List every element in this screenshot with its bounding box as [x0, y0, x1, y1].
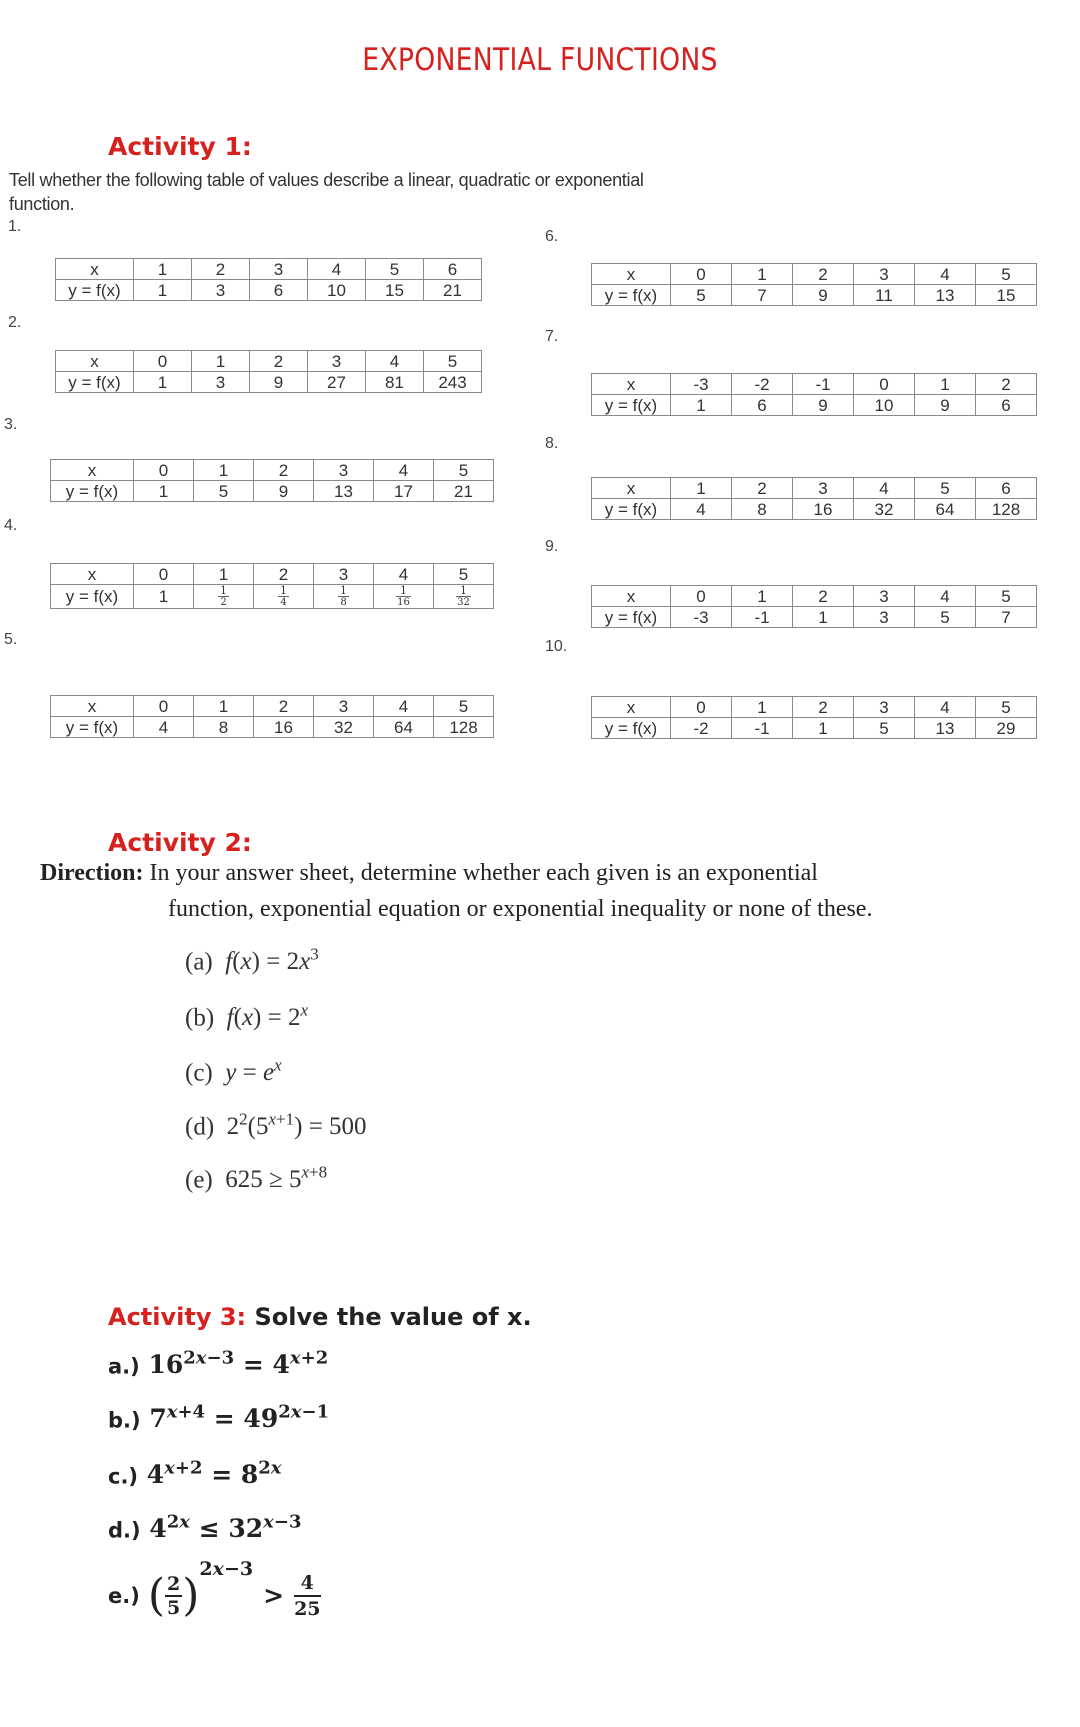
table-number-1: 1. — [8, 218, 22, 235]
table-row-x — [592, 697, 1037, 718]
table-row-x — [592, 264, 1037, 285]
table-cell: 5 — [976, 697, 1037, 718]
row-label: x — [592, 586, 671, 607]
table-cell: 2 — [254, 460, 314, 481]
item-expr: $7^{x+4} = 49^{2x-1}$ — [149, 1402, 330, 1434]
table-cell: 13 — [314, 481, 374, 502]
table-cell — [254, 585, 314, 609]
table-cell: 1 — [793, 718, 854, 739]
table-cell: 6 — [250, 280, 308, 301]
table-cell: 1 — [192, 351, 250, 372]
table-cell: 4 — [374, 460, 434, 481]
table-row-x — [592, 586, 1037, 607]
table-cell: 2 — [254, 564, 314, 585]
table-cell: 4 — [308, 259, 366, 280]
activity2-item-e — [185, 1163, 327, 1194]
direction-line2: function, exponential equation or exponential inequality or none of these. — [168, 896, 873, 922]
table-cell: -1 — [732, 607, 793, 628]
value-table-2 — [55, 350, 482, 393]
table-cell: 2 — [976, 374, 1037, 395]
table-cell: 6 — [424, 259, 482, 280]
table-cell: 1 — [732, 697, 793, 718]
table-cell: 128 — [434, 717, 494, 738]
table-cell: 5 — [434, 696, 494, 717]
table-row-x — [51, 564, 494, 585]
table-cell: 4 — [366, 351, 424, 372]
table-cell: 5 — [976, 264, 1037, 285]
activity3-item-d — [108, 1512, 302, 1543]
row-label: y = f(x) — [592, 285, 671, 306]
row-label: x — [592, 478, 671, 499]
table-row-y — [56, 280, 482, 301]
table-cell: 2 — [250, 351, 308, 372]
table-cell: 5 — [915, 478, 976, 499]
row-label: y = f(x) — [56, 280, 134, 301]
table-cell: 4 — [854, 478, 915, 499]
table-row-y — [592, 499, 1037, 520]
item-expr-a: $f(x) = 2x^3$ — [225, 945, 319, 976]
table-cell: 8 — [194, 717, 254, 738]
table-cell: -3 — [671, 374, 732, 395]
value-table-5 — [50, 695, 494, 738]
activity3-subheading: Solve the value of x. — [254, 1303, 532, 1331]
table-cell: -1 — [793, 374, 854, 395]
page-title: EXPONENTIAL FUNCTIONS — [362, 42, 718, 78]
table-cell: -2 — [671, 718, 732, 739]
value-table-1 — [55, 258, 482, 301]
table-cell: 6 — [732, 395, 793, 416]
table-cell: 1 — [134, 259, 192, 280]
table-cell: 1 — [671, 395, 732, 416]
table-cell: -1 — [732, 718, 793, 739]
table-row-x — [51, 460, 494, 481]
table-cell: 1 — [732, 586, 793, 607]
table-row-y — [51, 481, 494, 502]
table-cell: 2 — [793, 264, 854, 285]
row-label: x — [51, 564, 134, 585]
table-cell — [194, 585, 254, 609]
fraction: $\frac{1}{32}$ — [457, 584, 470, 608]
table-row-x — [592, 374, 1037, 395]
table-cell: 9 — [915, 395, 976, 416]
table-cell: 15 — [976, 285, 1037, 306]
activity1-heading: Activity 1: — [108, 132, 252, 161]
table-row-y — [592, 395, 1037, 416]
table-cell: -2 — [732, 374, 793, 395]
item-label: e.) — [108, 1583, 140, 1608]
table-cell: 21 — [434, 481, 494, 502]
table-cell: 3 — [314, 564, 374, 585]
value-table-3 — [50, 459, 494, 502]
table-row-x — [592, 478, 1037, 499]
activity2-item-a — [185, 945, 319, 976]
value-table-10 — [591, 696, 1037, 739]
table-cell: 1 — [732, 264, 793, 285]
table-cell: 3 — [854, 697, 915, 718]
item-label: c.) — [108, 1464, 139, 1489]
table-cell: 3 — [793, 478, 854, 499]
table-cell: 0 — [671, 586, 732, 607]
table-cell: 1 — [134, 481, 194, 502]
row-label: x — [592, 697, 671, 718]
table-cell: 5 — [366, 259, 424, 280]
fraction: $\frac{1}{16}$ — [397, 584, 410, 608]
table-cell: 3 — [854, 586, 915, 607]
row-label: y = f(x) — [51, 481, 134, 502]
activity2-item-d — [185, 1110, 367, 1141]
table-cell: 243 — [424, 372, 482, 393]
table-number-6: 6. — [545, 228, 559, 245]
table-cell: 0 — [134, 351, 192, 372]
table-cell: 9 — [250, 372, 308, 393]
table-cell: 128 — [976, 499, 1037, 520]
row-label: y = f(x) — [56, 372, 134, 393]
row-label: x — [51, 460, 134, 481]
table-cell: 4 — [134, 717, 194, 738]
item-label: (e) — [185, 1166, 213, 1194]
item-label: b.) — [108, 1408, 141, 1433]
table-cell: 7 — [732, 285, 793, 306]
value-table-6 — [591, 263, 1037, 306]
table-cell: 64 — [915, 499, 976, 520]
value-table-9 — [591, 585, 1037, 628]
table-cell — [434, 585, 494, 609]
table-cell: 11 — [854, 285, 915, 306]
table-number-4: 4. — [4, 517, 18, 534]
activity3-heading: Activity 3: — [108, 1303, 247, 1331]
table-cell: 6 — [976, 395, 1037, 416]
table-cell — [314, 585, 374, 609]
table-row-y — [592, 718, 1037, 739]
row-label: y = f(x) — [592, 395, 671, 416]
table-cell: 1 — [915, 374, 976, 395]
activity2-item-c — [185, 1056, 282, 1087]
activity3-item-b — [108, 1402, 329, 1433]
table-cell: 9 — [793, 285, 854, 306]
value-table-4 — [50, 563, 494, 609]
table-cell: 13 — [915, 285, 976, 306]
table-cell: 3 — [192, 372, 250, 393]
activity2-direction — [40, 855, 1040, 927]
row-label: y = f(x) — [51, 585, 134, 609]
table-cell: 4 — [915, 586, 976, 607]
table-cell: 3 — [308, 351, 366, 372]
table-cell: 5 — [434, 564, 494, 585]
value-table-7 — [591, 373, 1037, 416]
table-cell: 8 — [732, 499, 793, 520]
table-number-7: 7. — [545, 328, 559, 345]
table-cell: 7 — [976, 607, 1037, 628]
item-label: d.) — [108, 1518, 141, 1543]
table-cell: 2 — [192, 259, 250, 280]
activity3-item-c — [108, 1458, 282, 1489]
table-cell: 9 — [254, 481, 314, 502]
item-expr: $16^{2x-3} = 4^{x+2}$ — [148, 1348, 329, 1380]
table-cell: 64 — [374, 717, 434, 738]
table-cell: 4 — [374, 696, 434, 717]
table-cell: 27 — [308, 372, 366, 393]
table-cell: 3 — [314, 460, 374, 481]
item-label: (b) — [185, 1004, 215, 1032]
item-expr-d: $2^2(5^{x+1}) = 500$ — [226, 1110, 367, 1141]
table-cell: 15 — [366, 280, 424, 301]
table-cell: 5 — [194, 481, 254, 502]
value-table-8 — [591, 477, 1037, 520]
item-label: (a) — [185, 948, 213, 976]
table-cell: 3 — [854, 607, 915, 628]
table-cell: 32 — [314, 717, 374, 738]
table-cell: 16 — [793, 499, 854, 520]
table-cell: 1 — [134, 585, 194, 609]
activity2-heading: Activity 2: — [108, 828, 252, 857]
table-number-8: 8. — [545, 435, 559, 452]
row-label: x — [56, 351, 134, 372]
item-expr-c: $y = e^x$ — [225, 1056, 282, 1087]
table-cell: 2 — [732, 478, 793, 499]
table-cell: 0 — [134, 564, 194, 585]
row-label: y = f(x) — [592, 499, 671, 520]
item-label: a.) — [108, 1354, 140, 1379]
table-cell: 0 — [854, 374, 915, 395]
table-cell: 5 — [854, 718, 915, 739]
table-cell: 5 — [976, 586, 1037, 607]
item-label: (c) — [185, 1059, 213, 1087]
fraction: $\frac{1}{2}$ — [220, 584, 227, 608]
table-cell: 1 — [671, 478, 732, 499]
table-row-x — [56, 351, 482, 372]
table-cell: 3 — [314, 696, 374, 717]
table-cell: 16 — [254, 717, 314, 738]
table-row-y — [592, 285, 1037, 306]
table-cell: 4 — [915, 264, 976, 285]
table-cell: 1 — [194, 564, 254, 585]
table-cell: 29 — [976, 718, 1037, 739]
table-cell: 13 — [915, 718, 976, 739]
item-expr-e: $625 \ge 5^{x+8}$ — [225, 1163, 328, 1194]
table-cell: 5 — [434, 460, 494, 481]
table-number-2: 2. — [8, 314, 22, 331]
table-cell: 9 — [793, 395, 854, 416]
table-row-x — [51, 696, 494, 717]
table-cell: 0 — [134, 696, 194, 717]
row-label: x — [592, 264, 671, 285]
table-cell: 3 — [854, 264, 915, 285]
row-label: x — [592, 374, 671, 395]
item-expr: ( 2 5 ) 2x−3 > 4 25 — [147, 1558, 321, 1621]
table-cell: 4 — [374, 564, 434, 585]
activity3-item-e — [108, 1558, 321, 1621]
table-cell: 81 — [366, 372, 424, 393]
table-cell: 17 — [374, 481, 434, 502]
table-cell: 6 — [976, 478, 1037, 499]
table-row-x — [56, 259, 482, 280]
table-cell: 1 — [793, 607, 854, 628]
row-label: y = f(x) — [592, 718, 671, 739]
table-cell — [374, 585, 434, 609]
table-row-y — [51, 717, 494, 738]
table-cell: 32 — [854, 499, 915, 520]
fraction: $\frac{1}{4}$ — [280, 584, 287, 608]
table-row-y — [56, 372, 482, 393]
table-cell: 3 — [192, 280, 250, 301]
table-cell: 2 — [793, 586, 854, 607]
table-row-y — [592, 607, 1037, 628]
activity2-item-b — [185, 1001, 308, 1032]
table-number-9: 9. — [545, 538, 559, 555]
table-cell: 4 — [671, 499, 732, 520]
row-label: y = f(x) — [51, 717, 134, 738]
direction-line1: In your answer sheet, determine whether each given is an exponential — [149, 860, 818, 886]
table-cell: 1 — [134, 372, 192, 393]
table-number-5: 5. — [4, 631, 18, 648]
table-cell: 5 — [424, 351, 482, 372]
activity3-heading-line — [108, 1303, 532, 1331]
table-number-3: 3. — [4, 416, 18, 433]
table-cell: 21 — [424, 280, 482, 301]
table-cell: 5 — [915, 607, 976, 628]
direction-label: Direction: — [40, 860, 144, 886]
table-cell: 10 — [308, 280, 366, 301]
item-expr: $4^{x+2} = 8^{2x}$ — [146, 1458, 282, 1490]
table-cell: -3 — [671, 607, 732, 628]
table-cell: 5 — [671, 285, 732, 306]
table-cell: 1 — [194, 696, 254, 717]
item-label: (d) — [185, 1113, 215, 1141]
table-cell: 10 — [854, 395, 915, 416]
activity1-instruction: Tell whether the following table of values describe a linear, quadratic or exponential function. — [9, 170, 644, 214]
fraction: $\frac{1}{8}$ — [340, 584, 347, 608]
item-expr: $4^{2x} \le 32^{x-3}$ — [149, 1512, 302, 1544]
table-cell: 0 — [671, 264, 732, 285]
row-label: y = f(x) — [592, 607, 671, 628]
row-label: x — [51, 696, 134, 717]
table-cell: 0 — [671, 697, 732, 718]
table-cell: 3 — [250, 259, 308, 280]
table-cell: 4 — [915, 697, 976, 718]
table-cell: 1 — [194, 460, 254, 481]
table-cell: 2 — [793, 697, 854, 718]
table-number-10: 10. — [545, 638, 568, 655]
table-cell: 0 — [134, 460, 194, 481]
item-expr-b: $f(x) = 2^x$ — [226, 1001, 309, 1032]
table-cell: 1 — [134, 280, 192, 301]
row-label: x — [56, 259, 134, 280]
activity3-item-a — [108, 1348, 328, 1379]
table-row-y — [51, 585, 494, 609]
table-cell: 2 — [254, 696, 314, 717]
